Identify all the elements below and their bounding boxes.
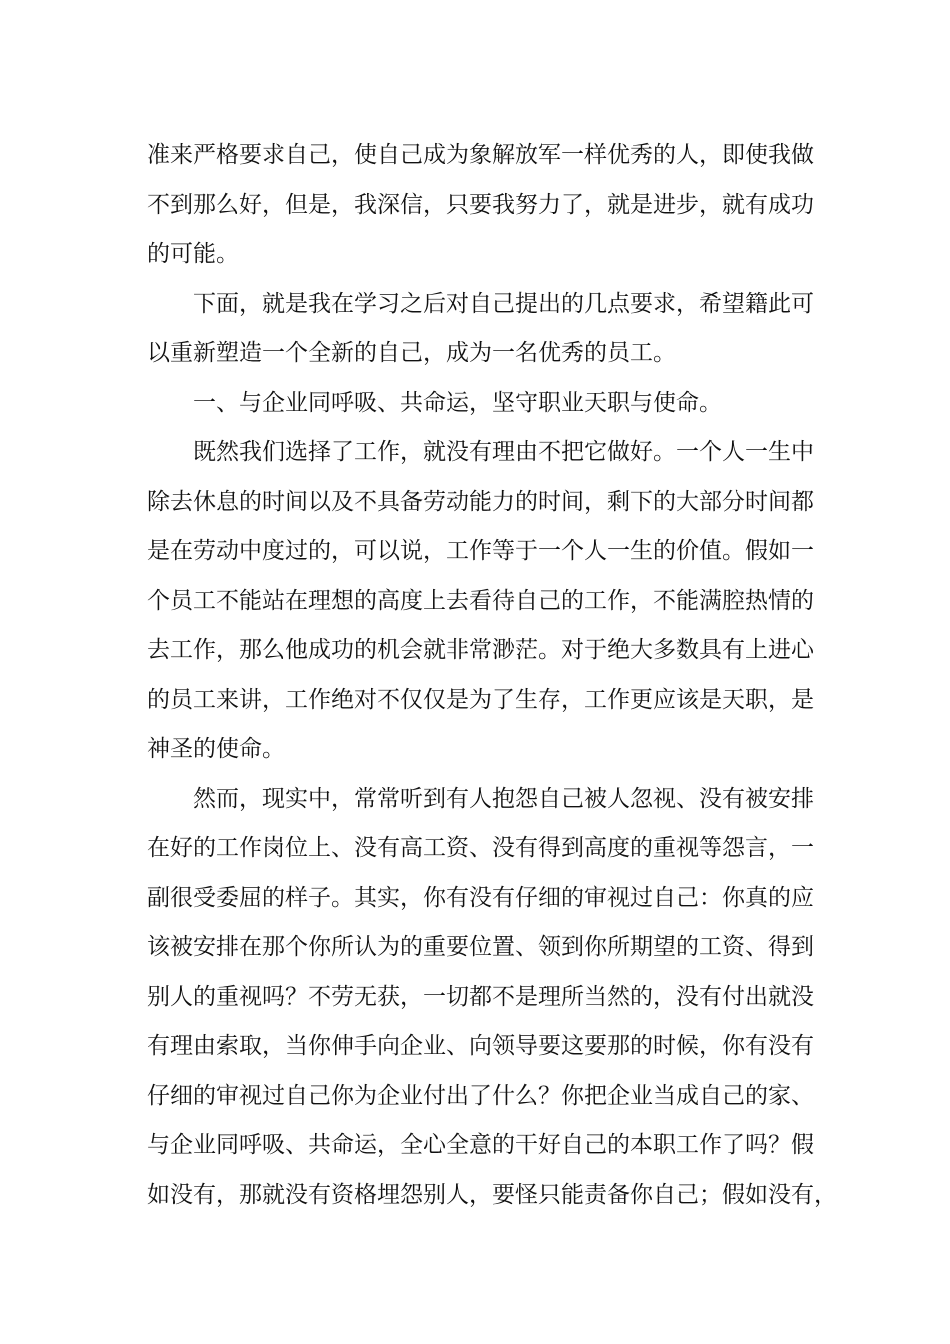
text-line: 的员工来讲，工作绝对不仅仅是为了生存，工作更应该是天职，是 <box>147 686 814 713</box>
paragraph-first-line: 既然我们选择了工作，就没有理由不把它做好。一个人一生中 <box>193 439 814 465</box>
text-line: 是在劳动中度过的，可以说，工作等于一个人一生的价值。假如一 <box>147 538 814 564</box>
text-line: 别人的重视吗？不劳无获，一切都不是理所当然的，没有付出就没 <box>147 983 814 1010</box>
text-line: 与企业同呼吸、共命运，全心全意的干好自己的本职工作了吗？假 <box>147 1132 814 1158</box>
text-line: 副很受委屈的样子。其实，你有没有仔细的审视过自己：你真的应 <box>147 884 814 911</box>
paragraph-first-line: 然而，现实中，常常听到有人抱怨自己被人忽视、没有被安排 <box>193 785 814 812</box>
text-line: 仔细的审视过自己你为企业付出了什么？你把企业当成自己的家、 <box>147 1082 814 1109</box>
text-line: 去工作，那么他成功的机会就非常渺茫。对于绝大多数具有上进心 <box>147 637 814 663</box>
text-line: 的可能。 <box>147 241 239 267</box>
text-line: 除去休息的时间以及不具备劳动能力的时间，剩下的大部分时间都 <box>147 488 814 515</box>
text-line: 神圣的使命。 <box>147 736 285 762</box>
text-line: 在好的工作岗位上、没有高工资、没有得到高度的重视等怨言，一 <box>147 835 814 861</box>
text-line: 该被安排在那个你所认为的重要位置、领到你所期望的工资、得到 <box>147 934 814 960</box>
paragraph-first-line: 下面，就是我在学习之后对自己提出的几点要求，希望籍此可 <box>193 290 814 317</box>
text-line: 准来严格要求自己，使自己成为象解放军一样优秀的人，即使我做 <box>147 142 814 168</box>
paragraph-first-line: 一、与企业同呼吸、共命运，坚守职业天职与使命。 <box>193 389 722 416</box>
text-line: 有理由索取，当你伸手向企业、向领导要这要那的时候，你有没有 <box>147 1033 814 1059</box>
document-body <box>147 131 837 1220</box>
text-line: 以重新塑造一个全新的自己，成为一名优秀的员工。 <box>147 340 676 366</box>
text-line: 如没有，那就没有资格埋怨别人，要怪只能责备你自己；假如没有， <box>147 1181 837 1208</box>
text-line: 不到那么好，但是，我深信，只要我努力了，就是进步，就有成功 <box>147 191 814 218</box>
text-line: 个员工不能站在理想的高度上去看待自己的工作，不能满腔热情的 <box>147 587 814 614</box>
